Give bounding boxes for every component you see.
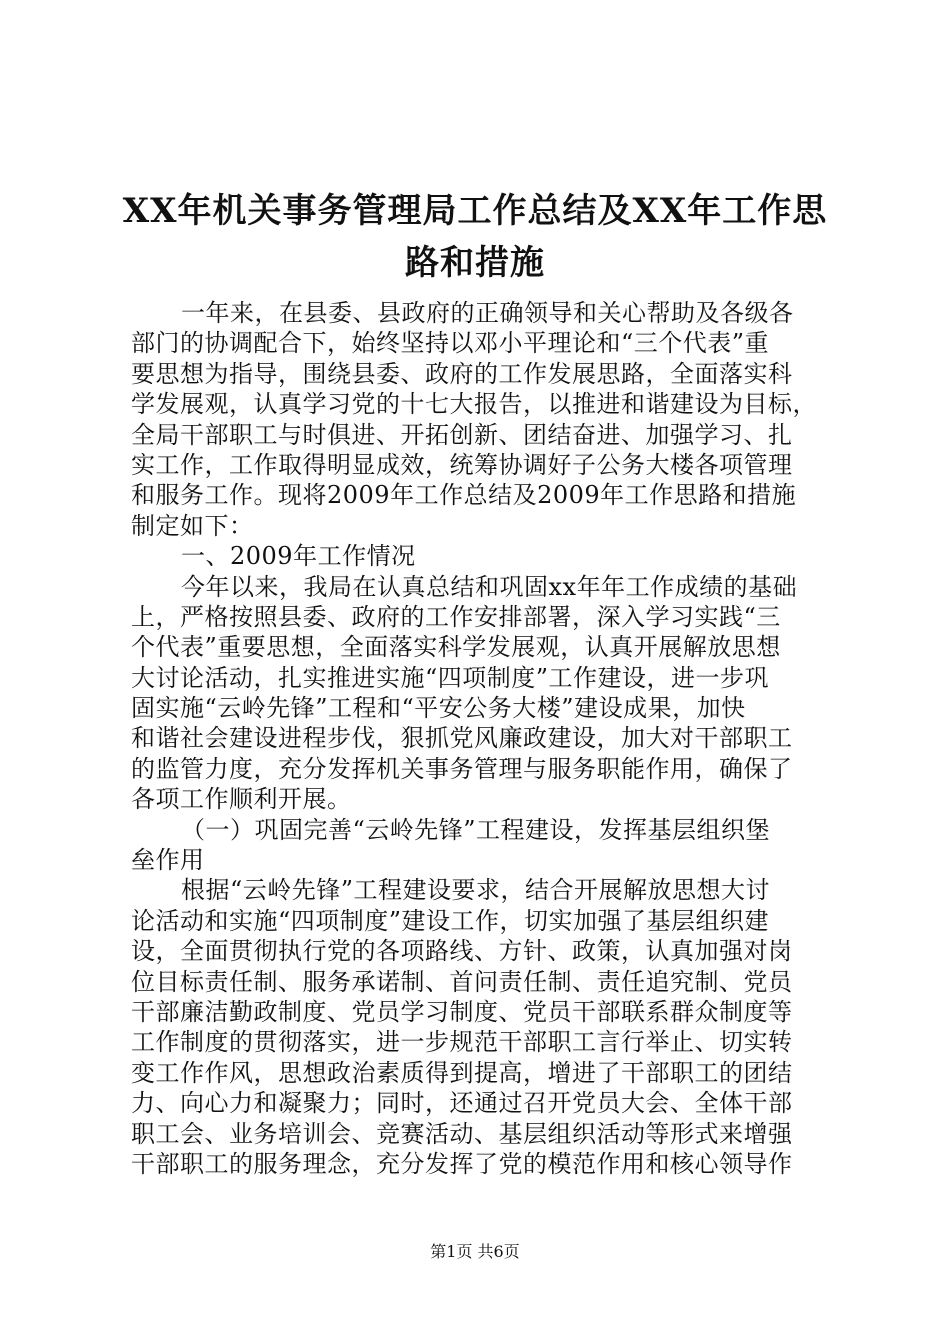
body-text-line: 上，严格按照县委、政府的工作安排部署，深入学习实践“三 [131, 602, 781, 631]
body-text-line: 个代表”重要思想，全面落实科学发展观，认真开展解放思想 [131, 633, 781, 662]
body-text-line: 要思想为指导，围绕县委、政府的工作发展思路，全面落实科 [131, 359, 793, 388]
body-text-line: 全局干部职工与时俱进、开拓创新、团结奋进、加强学习、扎 [131, 420, 793, 449]
body-text-line: 设，全面贯彻执行党的各项路线、方针、政策，认真加强对岗 [131, 937, 793, 966]
body-text-line: 各项工作顺利开展。 [131, 785, 352, 814]
document-title-line-2: 路和措施 [405, 243, 545, 283]
body-text-line: 固实施“云岭先锋”工程和“平安公务大楼”建设成果，加快 [131, 694, 746, 723]
body-text-line: 工作制度的贯彻落实，进一步规范干部职工言行举止、切实转 [131, 1028, 793, 1057]
body-text-line: 今年以来，我局在认真总结和巩固xx年年工作成绩的基础 [181, 572, 798, 601]
body-text-line: （一）巩固完善“云岭先锋”工程建设，发挥基层组织堡 [181, 815, 771, 844]
body-text-line: 一年来，在县委、县政府的正确领导和关心帮助及各级各 [181, 299, 794, 327]
document-body [131, 298, 831, 1179]
body-text-line: 力、向心力和凝聚力；同时，还通过召开党员大会、全体干部 [131, 1089, 793, 1118]
body-text-line: 学发展观，认真学习党的十七大报告，以推进和谐建设为目标， [131, 390, 817, 419]
body-text-line: 部门的协调配合下，始终坚持以邓小平理论和“三个代表”重 [131, 329, 770, 358]
body-text-line: 职工会、业务培训会、竞赛活动、基层组织活动等形式来增强 [131, 1119, 793, 1148]
body-text-line: 干部职工的服务理念，充分发挥了党的模范作用和核心领导作 [131, 1149, 793, 1178]
document-title-line-1: XX年机关事务管理局工作总结及XX年工作思 [122, 191, 828, 231]
body-text-line: 制定如下： [131, 511, 254, 540]
body-text-line: 垒作用 [131, 846, 205, 875]
body-text-line: 论活动和实施“四项制度”建设工作，切实加强了基层组织建 [131, 906, 770, 935]
body-text-line: 根据“云岭先锋”工程建设要求，结合开展解放思想大讨 [181, 876, 771, 905]
body-text-line: 和谐社会建设进程步伐，狠抓党风廉政建设，加大对干部职工 [131, 724, 793, 753]
body-text-line: 实工作，工作取得明显成效，统筹协调好子公务大楼各项管理 [131, 450, 793, 479]
body-text-line: 的监管力度，充分发挥机关事务管理与服务职能作用，确保了 [131, 754, 793, 783]
body-text-line: 变工作作风，思想政治素质得到提高，增进了干部职工的团结 [131, 1058, 793, 1087]
body-text-line: 大讨论活动，扎实推进实施“四项制度”工作建设，进一步巩 [131, 663, 770, 692]
body-text-line: 一、2009年工作情况 [181, 542, 416, 571]
page-footer: 第1页 共6页 [430, 1242, 520, 1261]
body-text-line: 位目标责任制、服务承诺制、首问责任制、责任追究制、党员 [131, 967, 793, 996]
body-text-line: 干部廉洁勤政制度、党员学习制度、党员干部联系群众制度等 [131, 997, 793, 1026]
body-text-line: 和服务工作。现将2009年工作总结及2009年工作思路和措施 [131, 481, 797, 510]
